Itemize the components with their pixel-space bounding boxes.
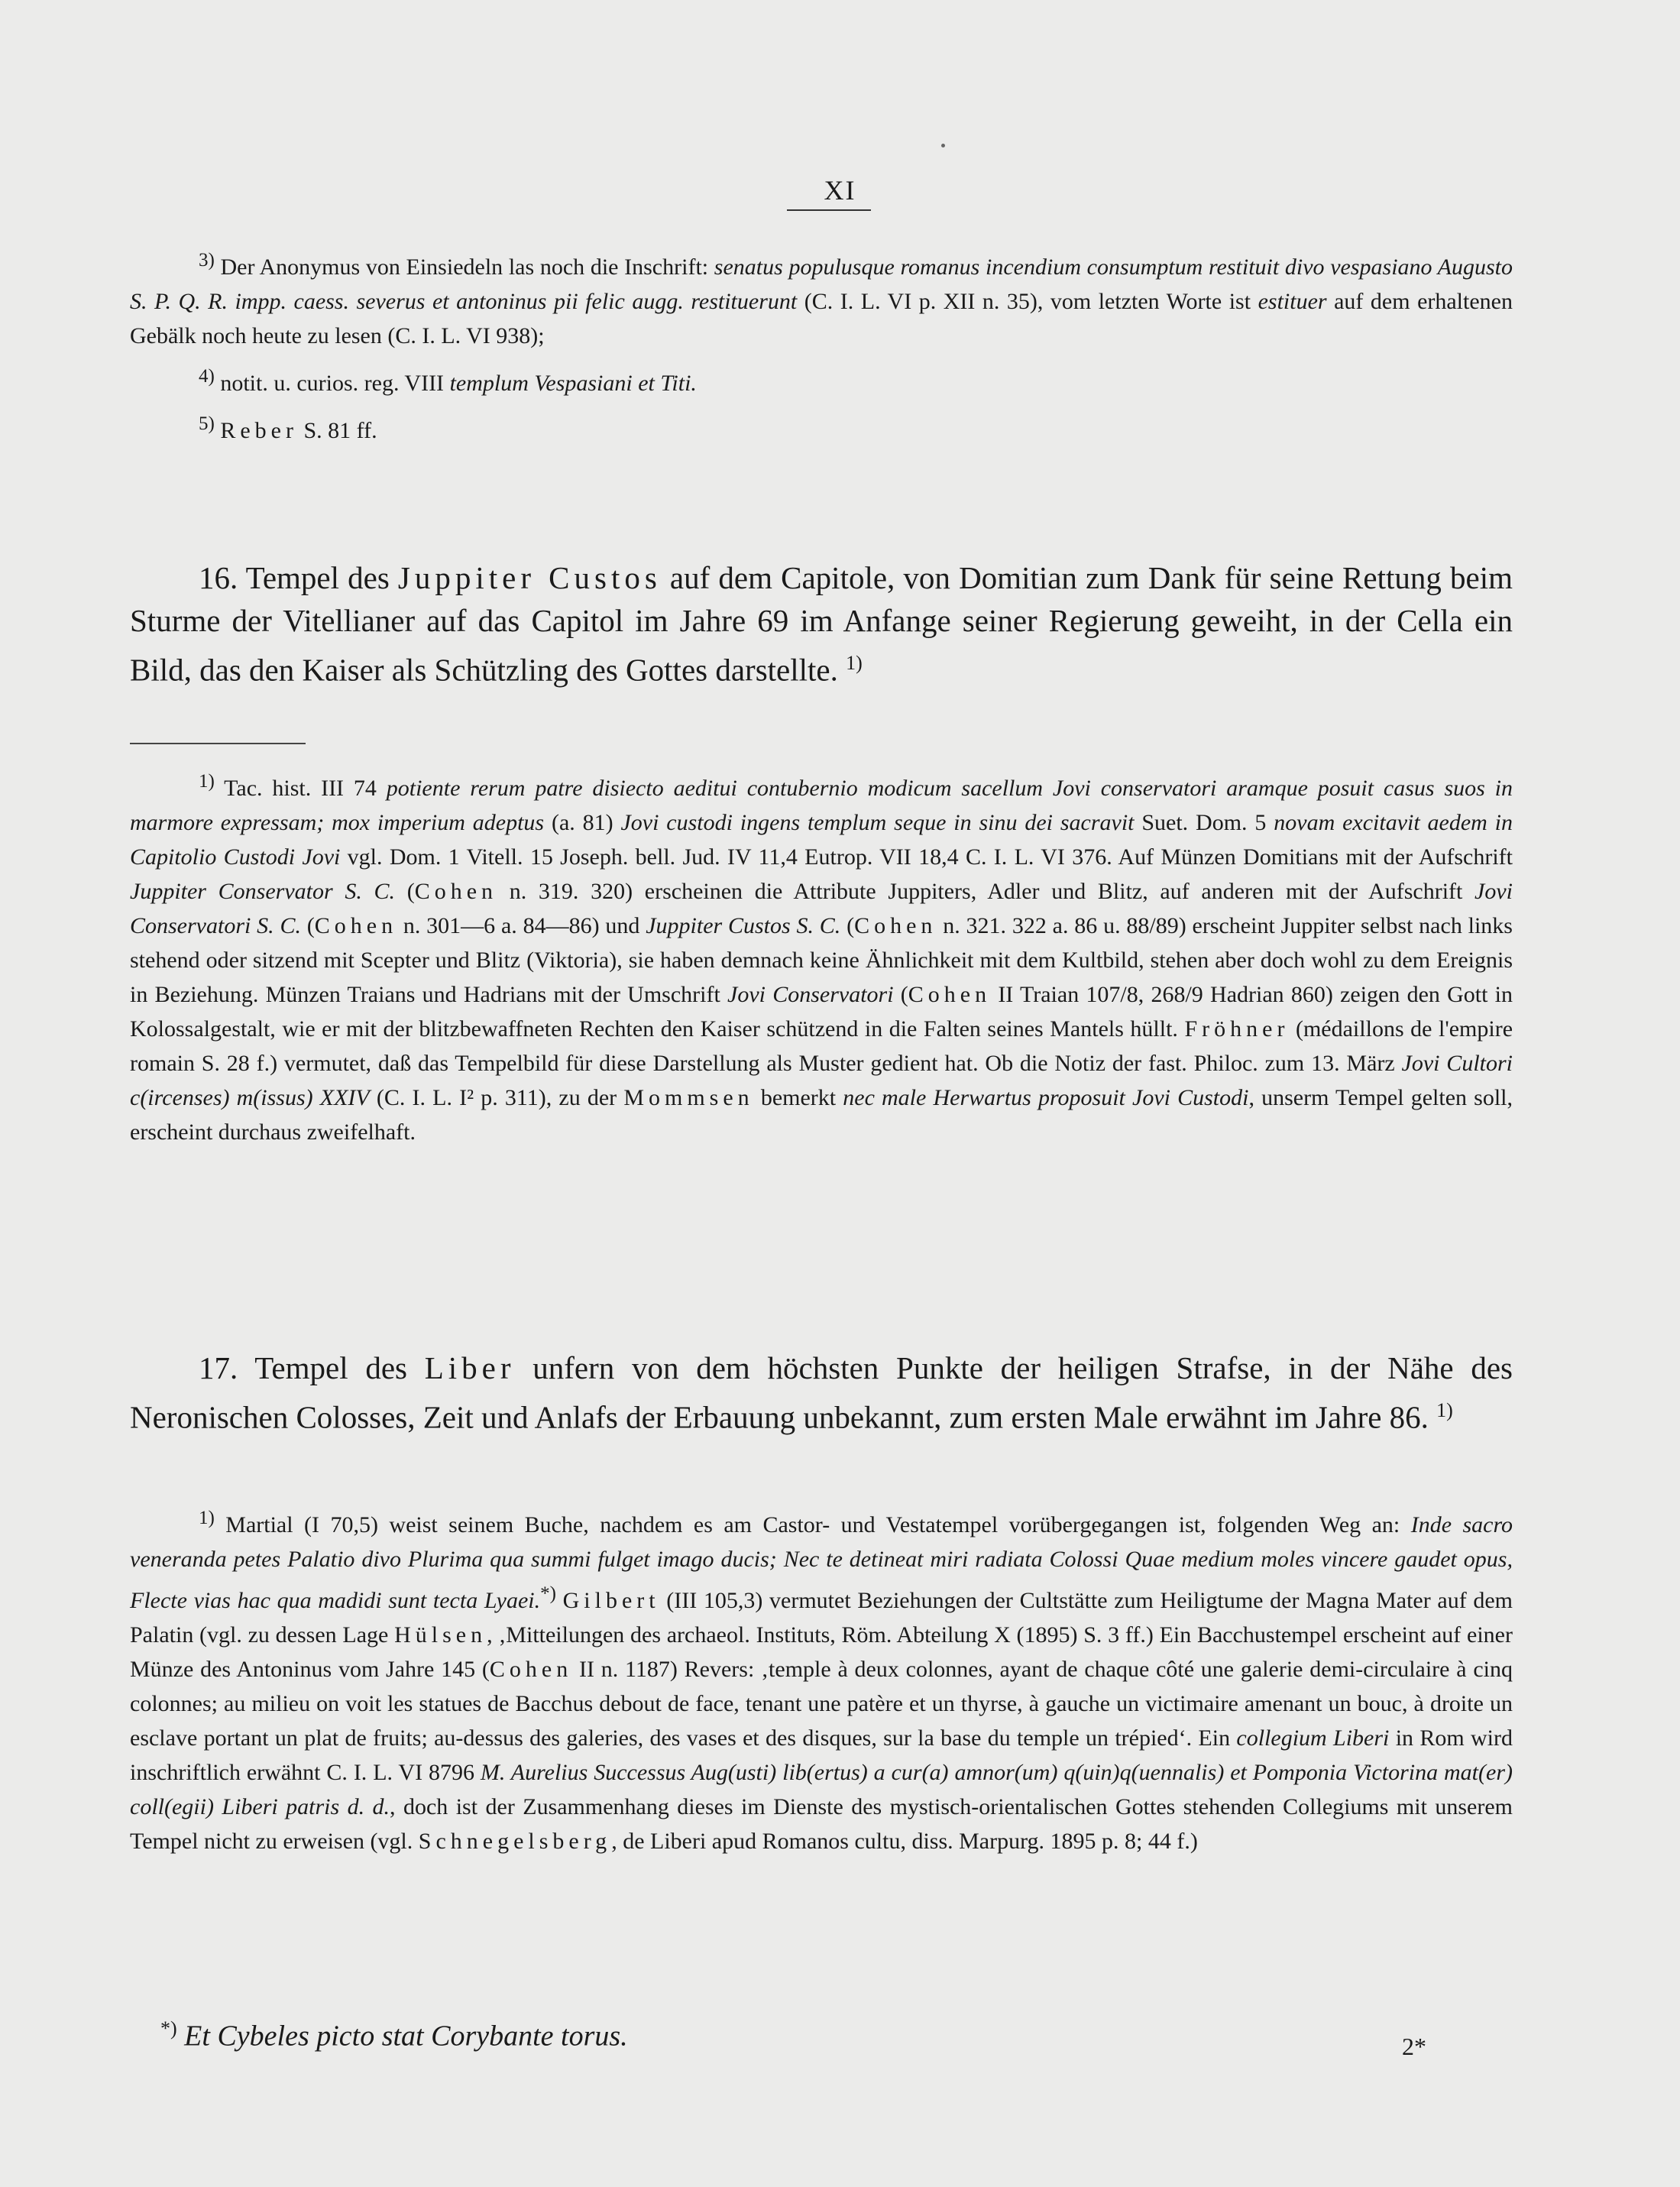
footnote-reference: 1) bbox=[846, 652, 863, 674]
footnote-number: 1) bbox=[199, 771, 215, 792]
footnotes-top bbox=[130, 243, 1513, 448]
section-text: unfern von dem höchsten Punkte der heiligen Strafse, in der Nähe des Neronischen Colosses, Zeit und Anlafs der Erbauung unbekannt, zum ersten Male erwähnt im Jahre 86. bbox=[130, 1350, 1513, 1435]
section-text: 17. Tempel des bbox=[199, 1350, 425, 1385]
footnote-17-text: $^{1)}$ Martial (I 70,5) weist seinem Buche, nachdem es am Castor- und Vestatempel vorübergegangen ist, folgenden Weg an: Inde sacro veneranda petes Palatio divo Plurima qua summi fulget imago ducis; Nec te detineat miri radiata Colossi Quae medium moles vincere gaudet opus, Flecte vias hac qua madidi sunt tecta Lyaei.*) Gilbert (III 105,3) vermutet Beziehungen der Cultstätte zum Heiligtume der Magna Mater auf dem Palatin (vgl. zu dessen Lage Hülsen, ‚Mitteilungen des archaeol. Instituts, Röm. Abteilung X (1895) S. 3 ff.) Ein Bacchustempel erscheint auf einer Münze des Antoninus vom Jahre 145 (Cohen II n. 1187) Revers: ‚temple à deux colonnes, ayant de chaque côté une galerie demi-circulaire à cinq colonnes; au milieu on voit les statues de Bacchus debout de face, tenant une patère et un thyrse, à gauche un victimaire amenant un bouc, à droite un esclave portant un plat de fruits; au-dessus des galeries, des vases et des disques, sur la base du temple un trépied‘. Ein collegium Liberi in Rom wird inschriftlich erwähnt C. I. L. VI 8796 M. Aurelius Successus Aug(usti) lib(ertus) a cur(a) amnor(um) q(uin)q(uennalis) et Pomponia Victorina mat(er) coll(egii) Liberi patris d. d., doch ist der Zusammenhang dieses im Dienste des mystisch-orientalischen Gottes stehenden Collegiums mit unserem Tempel nicht zu erweisen (vgl. Schnegelsberg, de Liberi apud Romanos cultu, diss. Marpurg. 1895 p. 8; 44 f.) bbox=[130, 1508, 1513, 1854]
paper-speck bbox=[941, 144, 945, 147]
footnote-5 bbox=[130, 407, 1513, 448]
footnote-separator bbox=[130, 743, 306, 744]
deity-name: Liber bbox=[424, 1350, 516, 1385]
inscription-text: estituer bbox=[1258, 289, 1327, 314]
footnote-16 bbox=[130, 764, 1513, 1149]
section-16-text bbox=[130, 556, 1513, 692]
footnote-17 bbox=[130, 1501, 1513, 1858]
footnote-text: S. 81 ff. bbox=[297, 418, 377, 443]
footnote-text: (C. I. L. VI p. XII n. 35), vom letzten Worte ist bbox=[797, 289, 1258, 314]
footnote-text: Der Anonymus von Einsiedeln las noch die Inschrift: bbox=[220, 254, 714, 280]
footnote-16-text: $^{1)}$ Tac. hist. III 74 potiente rerum patre disiecto aeditui contubernio modicum sacellum Jovi conservatori aramque posuit casus suos in marmore expressam; mox imperium adeptus (a. 81) Jovi custodi ingens templum seque in sinu dei sacravit Suet. Dom. 5 novam excitavit aedem in Capitolio Custodi Jovi vgl. Dom. 1 Vitell. 15 Joseph. bell. Jud. IV 11,4 Eutrop. VII 18,4 C. I. L. VI 376. Auf Münzen Domitians mit der Aufschrift Juppiter Conservator S. C. (Cohen n. 319. 320) erscheinen die Attribute Juppiters, Adler und Blitz, auf anderen mit der Aufschrift Jovi Conservatori S. C. (Cohen n. 301—6 a. 84—86) und Juppiter Custos S. C. (Cohen n. 321. 322 a. 86 u. 88/89) erscheint Juppiter selbst nach links stehend oder sitzend mit Scepter und Blitz (Viktoria), sie haben demnach keine Ähnlichkeit mit dem Kultbild, stehen aber doch wohl zu dem Ereignis in Beziehung. Münzen Traians und Hadrians mit der Umschrift Jovi Conservatori (Cohen II Traian 107/8, 268/9 Hadrian 860) zeigen den Gott in Kolossalgestalt, wie er mit der blitzbewaffneten Rechten den Kaiser schützend in die Falten seines Mantels hüllt. Fröhner (médaillons de l'empire romain S. 28 f.) vermutet, daß das Tempelbild für diese Darstellung als Muster gedient hat. Ob die Notiz der fast. Philoc. zum 13. März Jovi Cultori c(ircenses) m(issus) XXIV (C. I. L. I² p. 311), zu der Mommsen bemerkt nec male Herwartus proposuit Jovi Custodi, unserm Tempel gelten soll, erscheint durchaus zweifelhaft. bbox=[130, 771, 1513, 1145]
footnote-reference: 1) bbox=[1436, 1399, 1453, 1421]
footnote-number: 1) bbox=[199, 1508, 215, 1528]
footnote-text: auf dem erhaltenen Gebälk noch heute zu lesen (C. I. L. VI 938); bbox=[130, 289, 1513, 348]
footnote-4 bbox=[130, 359, 1513, 400]
running-head: XI bbox=[824, 175, 856, 206]
inscription-text: senatus populusque romanus incendium consumptum restituit divo vespasiano Augusto S. P. Q. R. impp. caess. severus et antoninus pii felic augg. restituerunt bbox=[130, 254, 1513, 314]
author-name: Reber bbox=[220, 418, 298, 443]
footnote-number: 5) bbox=[199, 413, 215, 434]
star-note-text bbox=[130, 2010, 1513, 2056]
section-17 bbox=[130, 1346, 1513, 1439]
inscription-text: templum Vespasiani et Titi. bbox=[449, 371, 697, 396]
footnote-text: notit. u. curios. reg. VIII bbox=[220, 371, 450, 396]
section-17-text bbox=[130, 1346, 1513, 1439]
section-16 bbox=[130, 556, 1513, 692]
section-text: 16. Tempel des bbox=[199, 560, 398, 595]
footnote-number: 4) bbox=[199, 366, 215, 387]
deity-name: Juppiter Custos bbox=[397, 560, 662, 595]
section-text: auf dem Capitole, von Domitian zum Dank für seine Rettung beim Sturme der Vitellianer auf das Capitol im Jahre 69 im Anfange seiner Regierung geweiht, in der Cella ein Bild, das den Kaiser als Schützling des Gottes darstellte. bbox=[130, 560, 1513, 688]
running-head-rule bbox=[787, 209, 871, 211]
star-note-mark: *) bbox=[160, 2017, 177, 2040]
signature-mark: 2* bbox=[1402, 2033, 1426, 2060]
footnote-3 bbox=[130, 243, 1513, 353]
footnote-number: 3) bbox=[199, 250, 215, 271]
star-note-quote: Et Cybeles picto stat Corybante torus. bbox=[184, 2020, 628, 2053]
star-note bbox=[130, 2010, 1513, 2056]
